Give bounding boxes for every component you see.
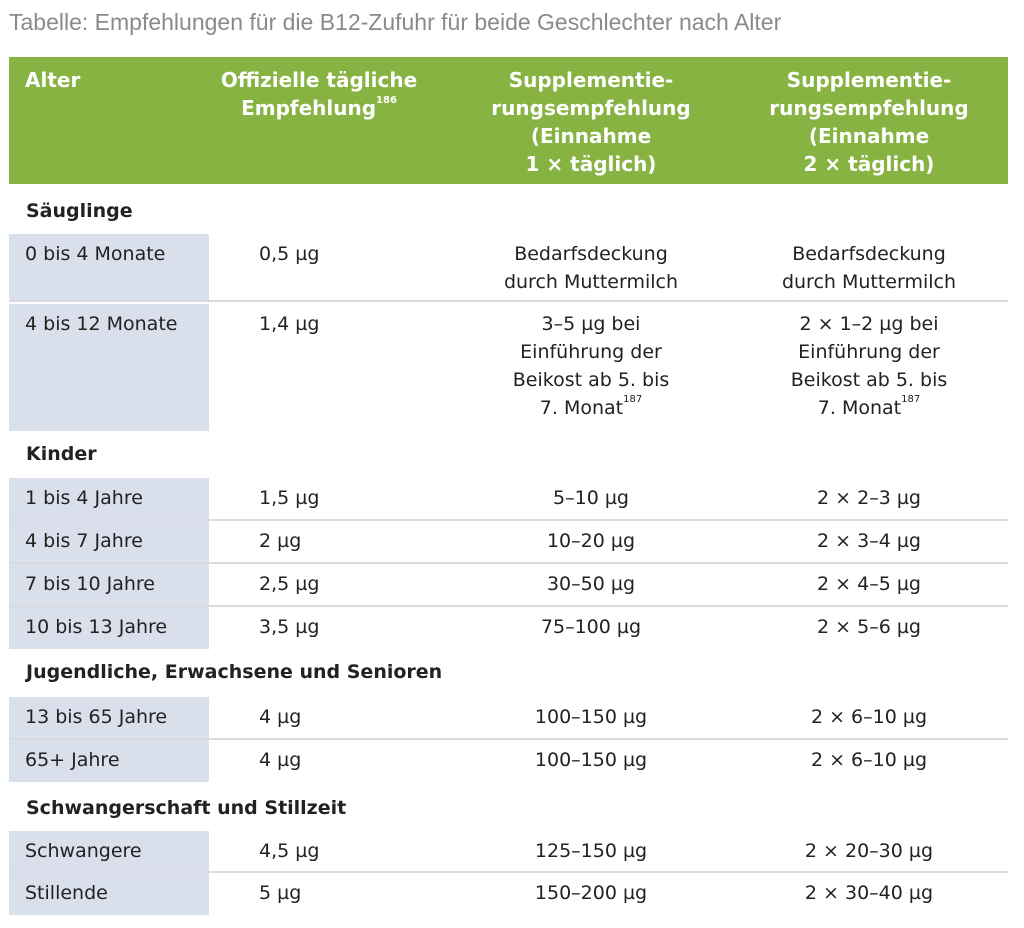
twice-daily-cell: 2 × 20–30 µg — [804, 840, 934, 862]
once-daily-cell: 150–200 µg — [534, 882, 648, 904]
age-cell: 1 bis 4 Jahre — [25, 487, 143, 509]
age-cell: 65+ Jahre — [25, 749, 120, 771]
table-caption: Tabelle: Empfehlungen für die B12-Zufuhr für beide Geschlechter nach Alter — [9, 9, 782, 35]
once-daily-cell — [461, 240, 721, 296]
section-heading: Jugendliche, Erwachsene und Senioren — [26, 661, 443, 683]
age-cell: 0 bis 4 Monate — [25, 243, 166, 265]
official-cell: 3,5 µg — [259, 616, 320, 638]
header-age: Alter — [25, 68, 81, 92]
header-once-line: (Einnahme — [530, 124, 652, 148]
table-row — [9, 697, 1008, 740]
header-once-daily — [461, 66, 721, 178]
header-official-line — [209, 94, 429, 122]
cell-line: Beikost ab 5. bis — [790, 369, 948, 391]
header-once-line: rungsempfehlung — [491, 96, 691, 120]
cell-line — [461, 394, 721, 422]
once-daily-cell: 10–20 µg — [546, 530, 636, 552]
cell-line: 3–5 µg bei — [541, 313, 641, 335]
table-row — [9, 521, 1008, 564]
footnote-ref: 187 — [901, 394, 921, 405]
official-cell: 1,5 µg — [259, 487, 320, 509]
age-cell: 4 bis 7 Jahre — [25, 530, 143, 552]
twice-daily-cell — [754, 310, 984, 422]
official-cell: 1,4 µg — [259, 313, 320, 335]
header-twice-daily — [754, 66, 984, 178]
twice-daily-cell: 2 × 3–4 µg — [817, 530, 921, 552]
age-cell: 7 bis 10 Jahre — [25, 573, 155, 595]
official-cell: 4,5 µg — [259, 840, 320, 862]
cell-line: durch Muttermilch — [503, 271, 679, 293]
age-cell: Stillende — [25, 882, 108, 904]
footnote-ref: 186 — [376, 95, 397, 106]
table-row — [9, 740, 1008, 782]
twice-daily-cell: 2 × 6–10 µg — [810, 706, 928, 728]
header-once-line: Supplementie- — [508, 68, 674, 92]
once-daily-cell: 100–150 µg — [534, 749, 648, 771]
header-official — [209, 66, 429, 122]
official-cell: 0,5 µg — [259, 243, 320, 265]
once-daily-cell: 75–100 µg — [540, 616, 642, 638]
cell-line: 2 × 1–2 µg bei — [799, 313, 939, 335]
table-row — [9, 831, 1008, 873]
section-heading: Säuglinge — [26, 200, 133, 222]
once-daily-cell: 5–10 µg — [553, 487, 629, 509]
section-heading: Kinder — [26, 443, 97, 465]
cell-line: Einführung der — [798, 341, 940, 363]
table-row — [9, 607, 1008, 649]
twice-daily-cell — [754, 240, 984, 296]
table-header — [9, 57, 1008, 184]
twice-daily-cell: 2 × 4–5 µg — [817, 573, 921, 595]
cell-line: Bedarfsdeckung — [514, 243, 668, 265]
footnote-ref: 187 — [623, 394, 643, 405]
table-row — [9, 478, 1008, 521]
twice-daily-cell: 2 × 5–6 µg — [817, 616, 921, 638]
age-cell: 10 bis 13 Jahre — [25, 616, 168, 638]
twice-daily-cell: 2 × 6–10 µg — [810, 749, 928, 771]
cell-line: durch Muttermilch — [781, 271, 957, 293]
once-daily-cell: 125–150 µg — [534, 840, 648, 862]
cell-line: Bedarfsdeckung — [792, 243, 946, 265]
header-twice-line: rungsempfehlung — [769, 96, 969, 120]
cell-line: Einführung der — [520, 341, 662, 363]
official-cell: 5 µg — [259, 882, 302, 904]
cell-text: 7. Monat — [539, 397, 624, 419]
header-twice-line: Supplementie- — [786, 68, 952, 92]
twice-daily-cell: 2 × 2–3 µg — [817, 487, 921, 509]
cell-line — [754, 394, 984, 422]
once-daily-cell — [461, 310, 721, 422]
twice-daily-cell: 2 × 30–40 µg — [804, 882, 934, 904]
cell-line: Beikost ab 5. bis — [512, 369, 670, 391]
table-row — [9, 564, 1008, 607]
official-cell: 2,5 µg — [259, 573, 320, 595]
once-daily-cell: 30–50 µg — [546, 573, 636, 595]
official-cell: 4 µg — [259, 749, 302, 771]
table-row — [9, 304, 1008, 431]
header-twice-line: (Einnahme — [808, 124, 930, 148]
table-row — [9, 873, 1008, 915]
cell-text: 7. Monat — [817, 397, 902, 419]
section-heading: Schwangerschaft und Stillzeit — [26, 797, 347, 819]
official-cell: 2 µg — [259, 530, 302, 552]
age-cell: Schwangere — [25, 840, 142, 862]
table-row — [9, 234, 1008, 302]
header-official-word: Empfehlung — [241, 96, 377, 120]
header-twice-line: 2 × täglich) — [803, 152, 935, 176]
age-cell: 13 bis 65 Jahre — [25, 706, 168, 728]
official-cell: 4 µg — [259, 706, 302, 728]
age-cell: 4 bis 12 Monate — [25, 313, 178, 335]
header-official-line: Offizielle tägliche — [220, 68, 418, 92]
once-daily-cell: 100–150 µg — [534, 706, 648, 728]
header-once-line: 1 × täglich) — [525, 152, 657, 176]
